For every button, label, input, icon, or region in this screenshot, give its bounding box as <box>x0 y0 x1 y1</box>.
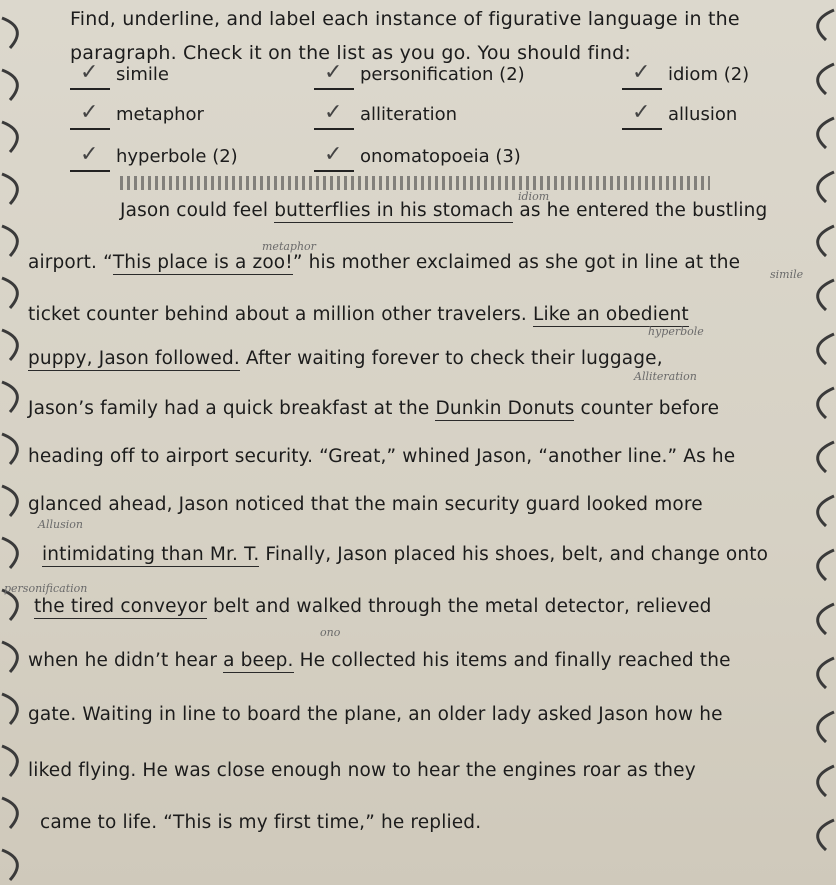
checkmark-icon: ✓ <box>324 142 343 167</box>
underlined-phrase[interactable]: the tired conveyor <box>34 596 207 617</box>
passage-line: airport. “This place is a zoo!” his mother exclaimed as she got in line at the <box>28 252 741 273</box>
checklist-label: alliteration <box>360 104 458 125</box>
checkmark-icon: ✓ <box>632 60 651 85</box>
passage-line: ticket counter behind about a million other travelers. Like an obedient <box>28 304 689 325</box>
passage-line: puppy, Jason followed. After waiting forever to check their luggage, <box>28 348 663 369</box>
checklist-item-onomatopoeia <box>314 142 521 172</box>
figurative-language-checklist <box>70 60 790 180</box>
decorative-divider <box>120 176 710 190</box>
passage-line: came to life. “This is my first time,” he replied. <box>40 812 482 833</box>
annotation-metaphor: metaphor <box>262 240 316 253</box>
underlined-phrase[interactable]: This place is a zoo! <box>112 252 293 273</box>
checklist-item-personification <box>314 60 525 90</box>
passage-line: heading off to airport security. “Great,” whined Jason, “another line.” As he <box>28 446 736 467</box>
underlined-phrase[interactable]: Dunkin Donuts <box>435 398 575 419</box>
check-blank[interactable] <box>314 100 354 130</box>
checklist-label: allusion <box>668 104 738 125</box>
annotation-simile: simile <box>770 268 804 281</box>
checklist-item-allusion <box>622 100 737 130</box>
passage-line: glanced ahead, Jason noticed that the main security guard looked more <box>28 494 703 515</box>
checklist-item-idiom <box>622 60 749 90</box>
annotation-personification: personification <box>4 582 88 595</box>
annotation-alliteration: Alliteration <box>634 370 697 383</box>
checklist-label: onomatopoeia (3) <box>360 146 521 167</box>
annotation-idiom: idiom <box>518 190 550 203</box>
passage-line: when he didn’t hear a beep. He collected his items and finally reached the <box>28 650 731 671</box>
passage-line: Jason could feel butterflies in his stomach as he entered the bustling <box>120 200 768 221</box>
checkmark-icon: ✓ <box>632 100 651 125</box>
checkmark-icon: ✓ <box>80 142 99 167</box>
underlined-phrase[interactable]: butterflies in his stomach <box>274 200 514 221</box>
check-blank[interactable] <box>314 60 354 90</box>
checklist-item-metaphor <box>70 100 204 130</box>
checklist-label: simile <box>116 64 169 85</box>
passage-line: the tired conveyor belt and walked through the metal detector, relieved <box>34 596 712 617</box>
annotation-hyperbole: hyperbole <box>648 325 704 338</box>
check-blank[interactable] <box>70 60 110 90</box>
underlined-phrase[interactable]: a beep. <box>223 650 294 671</box>
checklist-item-hyperbole <box>70 142 238 172</box>
check-blank[interactable] <box>622 60 662 90</box>
passage-line: gate. Waiting in line to board the plane, an older lady asked Jason how he <box>28 704 723 725</box>
passage-line: liked flying. He was close enough now to hear the engines roar as they <box>28 760 696 781</box>
check-blank[interactable] <box>314 142 354 172</box>
checklist-label: personification (2) <box>360 64 525 85</box>
instructions-text: Find, underline, and label each instance of figurative language in the paragraph. Check it on the list as you go. You should find: <box>70 8 740 64</box>
checkmark-icon: ✓ <box>80 60 99 85</box>
checklist-item-simile <box>70 60 169 90</box>
spiral-binding-left <box>0 0 40 885</box>
underlined-phrase[interactable]: intimidating than Mr. T. <box>42 544 260 565</box>
check-blank[interactable] <box>70 142 110 172</box>
spiral-binding-right <box>796 0 836 885</box>
underlined-phrase[interactable]: puppy, Jason followed. <box>28 348 240 369</box>
checkmark-icon: ✓ <box>324 100 343 125</box>
checklist-label: metaphor <box>116 104 204 125</box>
checklist-label: hyperbole (2) <box>116 146 238 167</box>
checklist-item-alliteration <box>314 100 457 130</box>
check-blank[interactable] <box>70 100 110 130</box>
check-blank[interactable] <box>622 100 662 130</box>
checkmark-icon: ✓ <box>324 60 343 85</box>
passage-line: intimidating than Mr. T. Finally, Jason placed his shoes, belt, and change onto <box>42 544 769 565</box>
underlined-phrase[interactable]: Like an obedient <box>533 304 689 325</box>
passage-line: Jason’s family had a quick breakfast at the Dunkin Donuts counter before <box>28 398 720 419</box>
annotation-ono: ono <box>320 626 341 639</box>
annotation-allusion: Allusion <box>38 518 83 531</box>
checkmark-icon: ✓ <box>80 100 99 125</box>
checklist-label: idiom (2) <box>668 64 750 85</box>
